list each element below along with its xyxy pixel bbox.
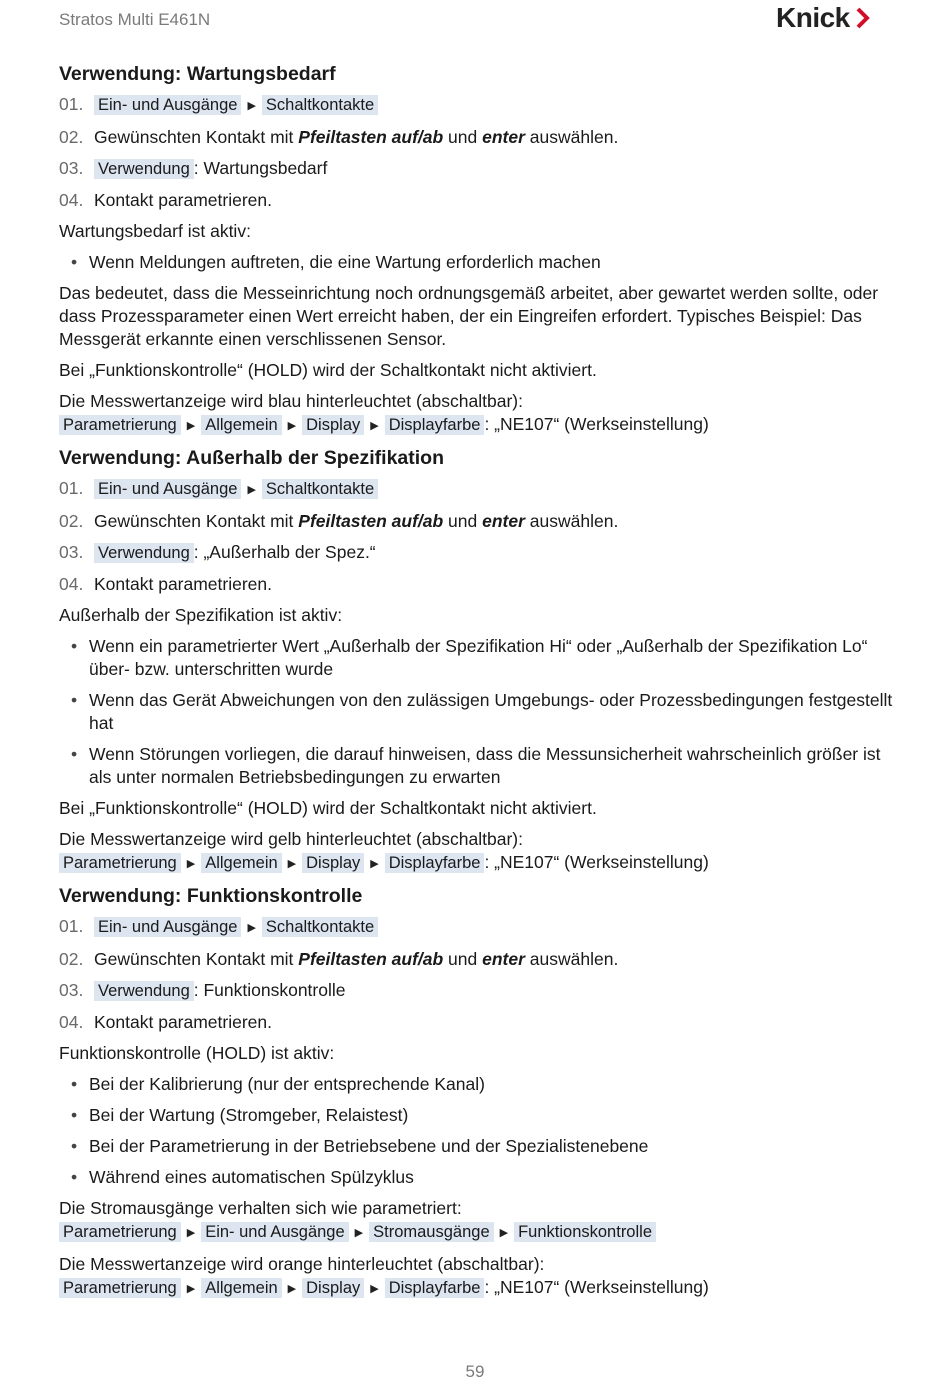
key-hint: enter xyxy=(482,511,525,531)
active-label: Außerhalb der Spezifikation ist aktiv: xyxy=(59,605,343,625)
bullet-icon: • xyxy=(71,252,78,272)
arrow-right-icon: ▶ xyxy=(247,100,256,112)
step-text-post: auswählen. xyxy=(524,511,619,531)
display-note xyxy=(59,390,895,438)
step-item xyxy=(59,477,895,502)
arrow-right-icon: ▶ xyxy=(354,1227,364,1239)
display-suffix: : „NE107“ (Werkseinstellung) xyxy=(484,852,709,872)
bullet-text: Wenn Störungen vorliegen, die darauf hinweisen, dass die Messunsicherheit wahrscheinlich größer ist als unter normalen Betriebsbedingungen zu erwarten xyxy=(89,744,881,787)
menu-path xyxy=(94,916,378,936)
current-output-note xyxy=(59,1197,895,1245)
bullet-list xyxy=(59,251,895,274)
step-number: 04. xyxy=(59,574,84,594)
bullet-icon: • xyxy=(71,690,78,710)
bullet-item xyxy=(59,1104,895,1127)
menu-item-tag: Displayfarbe xyxy=(385,1278,485,1298)
menu-item-tag: Allgemein xyxy=(201,1278,281,1298)
step-text-post: auswählen. xyxy=(524,949,619,969)
bullet-item xyxy=(59,743,895,789)
section-heading: Verwendung: Funktionskontrolle xyxy=(59,885,363,907)
menu-item-tag: Schaltkontakte xyxy=(262,917,378,937)
menu-item-tag: Ein- und Ausgänge xyxy=(94,917,241,937)
step-text-post: auswählen. xyxy=(524,127,619,147)
step-text-pre: Gewünschten Kontakt mit xyxy=(94,949,299,969)
step-item xyxy=(59,915,895,940)
arrow-right-icon: ▶ xyxy=(186,1283,196,1295)
bullet-item xyxy=(59,1166,895,1189)
step-text xyxy=(94,541,376,565)
step-number: 03. xyxy=(59,158,84,178)
step-item xyxy=(59,126,895,149)
bullet-icon: • xyxy=(71,1074,78,1094)
menu-item-tag: Verwendung xyxy=(94,543,194,563)
step-number: 01. xyxy=(59,94,84,114)
bullet-text: Bei der Wartung (Stromgeber, Relaistest) xyxy=(89,1105,409,1125)
bullet-text: Wenn das Gerät Abweichungen von den zulässigen Umgebungs- oder Prozessbedingungen festgestellt hat xyxy=(89,690,893,733)
step-number: 04. xyxy=(59,190,84,210)
key-hint: Pfeiltasten auf/ab xyxy=(298,127,444,147)
logo-text: Knick xyxy=(776,2,850,33)
display-color-path xyxy=(59,414,484,434)
menu-item-tag: Parametrierung xyxy=(59,1222,181,1242)
bullet-icon: • xyxy=(71,1167,78,1187)
step-text xyxy=(94,189,272,212)
step-text-plain: Kontakt parametrieren. xyxy=(94,190,273,210)
step-text xyxy=(94,126,618,149)
menu-item-tag: Allgemein xyxy=(201,853,281,873)
chevron-right-icon xyxy=(856,7,870,29)
explanation-paragraph: Das bedeutet, dass die Messeinrichtung noch ordnungsgemäß arbeitet, aber gewartet werden sollte, oder dass Prozessparameter einen Wert erreicht haben, der ein Eingreifen erfordert. Typisches Beispiel: Das Messgerät erkannte einen verschlissenen Sensor. xyxy=(59,283,879,349)
step-item xyxy=(59,157,895,181)
key-hint: enter xyxy=(482,949,525,969)
step-text xyxy=(94,573,272,596)
bullet-icon: • xyxy=(71,636,78,656)
bullet-text: Während eines automatischen Spülzyklus xyxy=(89,1167,414,1187)
step-text xyxy=(94,979,346,1003)
page-content xyxy=(59,56,895,1309)
active-label: Funktionskontrolle (HOLD) ist aktiv: xyxy=(59,1043,335,1063)
current-output-path xyxy=(59,1221,656,1241)
step-item xyxy=(59,979,895,1003)
menu-item-tag: Schaltkontakte xyxy=(262,95,378,115)
menu-item-tag: Display xyxy=(302,853,364,873)
bullet-item xyxy=(59,1135,895,1158)
step-number: 02. xyxy=(59,127,84,147)
step-text-pre: Gewünschten Kontakt mit xyxy=(94,511,299,531)
step-text xyxy=(94,915,378,940)
step-item xyxy=(59,1011,895,1034)
menu-item-tag: Ein- und Ausgänge xyxy=(94,479,241,499)
menu-item-tag: Schaltkontakte xyxy=(262,479,378,499)
step-item xyxy=(59,948,895,971)
menu-path xyxy=(94,478,378,498)
knick-logo xyxy=(776,2,870,34)
display-note xyxy=(59,828,895,876)
step-number: 03. xyxy=(59,980,84,1000)
document-title: Stratos Multi E461N xyxy=(59,10,211,29)
arrow-right-icon: ▶ xyxy=(287,858,297,870)
display-color-path xyxy=(59,1277,484,1297)
step-text-mid: und xyxy=(443,949,483,969)
display-suffix: : „NE107“ (Werkseinstellung) xyxy=(484,414,709,434)
arrow-right-icon: ▶ xyxy=(370,420,379,432)
step-item xyxy=(59,93,895,118)
menu-item-tag: Ein- und Ausgänge xyxy=(94,95,241,115)
current-note-text: Die Stromausgänge verhalten sich wie parametriert: xyxy=(59,1198,462,1218)
arrow-right-icon: ▶ xyxy=(287,1283,297,1295)
menu-item-tag: Funktionskontrolle xyxy=(514,1222,656,1242)
arrow-right-icon: ▶ xyxy=(499,1227,509,1239)
step-text xyxy=(94,93,378,118)
bullet-icon: • xyxy=(71,1136,78,1156)
bullet-text: Bei der Parametrierung in der Betriebsebene und der Spezialistenebene xyxy=(89,1136,649,1156)
step-text-after: : Wartungsbedarf xyxy=(193,158,328,178)
step-text-plain: Kontakt parametrieren. xyxy=(94,1012,273,1032)
bullet-item xyxy=(59,689,895,735)
step-number: 02. xyxy=(59,949,84,969)
step-number: 01. xyxy=(59,478,84,498)
step-item xyxy=(59,510,895,533)
menu-item-tag: Stromausgänge xyxy=(369,1222,494,1242)
bullet-text: Wenn Meldungen auftreten, die eine Wartung erforderlich machen xyxy=(89,252,601,272)
step-text-mid: und xyxy=(443,127,483,147)
step-text xyxy=(94,157,327,181)
hold-note: Bei „Funktionskontrolle“ (HOLD) wird der Schaltkontakt nicht aktiviert. xyxy=(59,360,597,380)
step-number: 04. xyxy=(59,1012,84,1032)
bullet-icon: • xyxy=(71,744,78,764)
step-text xyxy=(94,1011,272,1034)
step-text-after: : „Außerhalb der Spez.“ xyxy=(193,542,376,562)
arrow-right-icon: ▶ xyxy=(247,484,256,496)
arrow-right-icon: ▶ xyxy=(247,922,256,934)
step-text xyxy=(94,477,378,502)
arrow-right-icon: ▶ xyxy=(287,420,297,432)
arrow-right-icon: ▶ xyxy=(370,858,379,870)
menu-item-tag: Displayfarbe xyxy=(385,853,485,873)
bullet-item xyxy=(59,251,895,274)
menu-item-tag: Displayfarbe xyxy=(385,415,485,435)
step-item xyxy=(59,573,895,596)
bullet-item xyxy=(59,1073,895,1096)
menu-item-tag: Ein- und Ausgänge xyxy=(201,1222,348,1242)
step-text-pre: Gewünschten Kontakt mit xyxy=(94,127,299,147)
menu-item-tag: Display xyxy=(302,1278,364,1298)
menu-item-tag: Parametrierung xyxy=(59,1278,181,1298)
display-note xyxy=(59,1253,895,1301)
display-note-text: Die Messwertanzeige wird orange hinterleuchtet (abschaltbar): xyxy=(59,1254,545,1274)
menu-item-tag: Verwendung xyxy=(94,159,194,179)
section-heading: Verwendung: Außerhalb der Spezifikation xyxy=(59,447,444,469)
hold-note: Bei „Funktionskontrolle“ (HOLD) wird der Schaltkontakt nicht aktiviert. xyxy=(59,798,597,818)
bullet-text: Bei der Kalibrierung (nur der entsprechende Kanal) xyxy=(89,1074,485,1094)
display-color-path xyxy=(59,852,484,872)
display-note-text: Die Messwertanzeige wird gelb hinterleuchtet (abschaltbar): xyxy=(59,829,523,849)
step-text-plain: Kontakt parametrieren. xyxy=(94,574,273,594)
bullet-list xyxy=(59,635,895,789)
key-hint: Pfeiltasten auf/ab xyxy=(298,949,444,969)
menu-item-tag: Parametrierung xyxy=(59,853,181,873)
menu-item-tag: Parametrierung xyxy=(59,415,181,435)
key-hint: Pfeiltasten auf/ab xyxy=(298,511,444,531)
step-item xyxy=(59,189,895,212)
active-label: Wartungsbedarf ist aktiv: xyxy=(59,221,251,241)
bullet-text: Wenn ein parametrierter Wert „Außerhalb der Spezifikation Hi“ oder „Außerhalb der Spezifikation Lo“ über- bzw. unterschritten wurde xyxy=(89,636,868,679)
menu-item-tag: Display xyxy=(302,415,364,435)
step-number: 03. xyxy=(59,542,84,562)
bullet-icon: • xyxy=(71,1105,78,1125)
step-text xyxy=(94,948,618,971)
key-hint: enter xyxy=(482,127,525,147)
display-suffix: : „NE107“ (Werkseinstellung) xyxy=(484,1277,709,1297)
page-number: 59 xyxy=(465,1362,485,1381)
step-text-mid: und xyxy=(443,511,483,531)
menu-item-tag: Verwendung xyxy=(94,981,194,1001)
step-number: 01. xyxy=(59,916,84,936)
step-number: 02. xyxy=(59,511,84,531)
section-heading: Verwendung: Wartungsbedarf xyxy=(59,63,336,85)
arrow-right-icon: ▶ xyxy=(186,858,196,870)
arrow-right-icon: ▶ xyxy=(186,420,196,432)
step-item xyxy=(59,541,895,565)
step-text-after: : Funktionskontrolle xyxy=(193,980,346,1000)
menu-path xyxy=(94,94,378,114)
bullet-list xyxy=(59,1073,895,1189)
step-text xyxy=(94,510,618,533)
arrow-right-icon: ▶ xyxy=(370,1283,379,1295)
arrow-right-icon: ▶ xyxy=(186,1227,196,1239)
menu-item-tag: Allgemein xyxy=(201,415,281,435)
display-note-text: Die Messwertanzeige wird blau hinterleuchtet (abschaltbar): xyxy=(59,391,523,411)
bullet-item xyxy=(59,635,895,681)
